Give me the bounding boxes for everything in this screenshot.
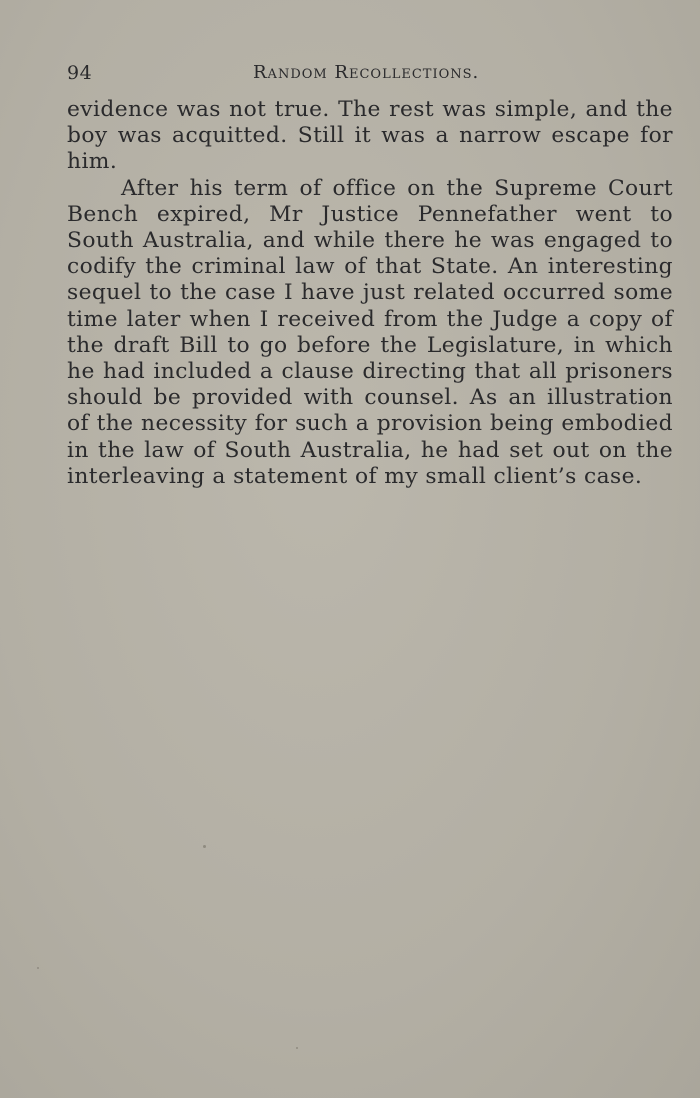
running-title: Random Recollections. [253, 62, 480, 83]
body-text [67, 97, 673, 490]
paragraph: After his term of office on the Supreme Court Bench expired, Mr Justice Pennefather went to South Australia, and while there he was engaged to codify the criminal law of that State. An interesting sequel to the case I have just related occurred some time later when I received from the Judge a copy of the draft Bill to go before the Legislature, in which he had included a clause directing that all prisoners should be provided with counsel. As an illustration of the necessity for such a provision being embodied in the law of South Australia, he had set out on the interleaving a statement of my small client’s case. [67, 175, 673, 489]
paper-speck [203, 845, 206, 848]
page-number: 94 [67, 62, 93, 84]
paper-speck [37, 967, 39, 969]
running-head [67, 60, 674, 86]
paragraph-continued: evidence was not true. The rest was simple, and the boy was acquitted. Still it was a narrow escape for him. [67, 97, 673, 175]
paper-speck [296, 1047, 298, 1049]
